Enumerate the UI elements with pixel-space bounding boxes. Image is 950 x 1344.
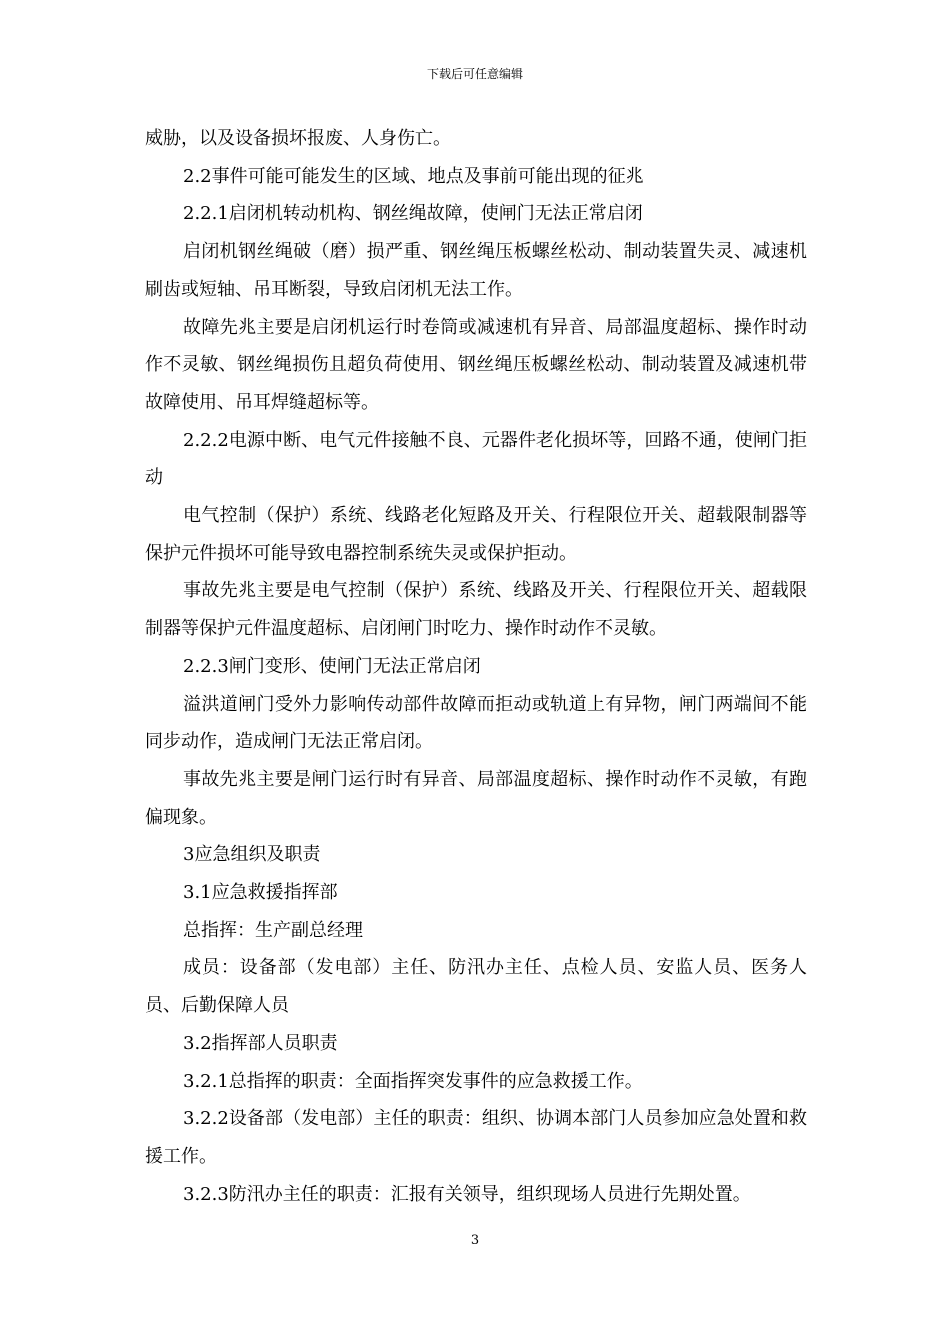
paragraph: 3.2.2设备部（发电部）主任的职责：组织、协调本部门人员参加应急处置和救援工作。 [145,1108,807,1167]
paragraph: 溢洪道闸门受外力影响传动部件故障而拒动或轨道上有异物，闸门两端间不能同步动作，造成闸门无法正常启闭。 [145,693,807,753]
paragraph: 故障先兆主要是启闭机运行时卷筒或减速机有异音、局部温度超标、操作时动作不灵敏、钢丝绳损伤且超负荷使用、钢丝绳压板螺丝松动、制动装置及减速机带故障使用、吊耳焊缝超标等。 [145,316,807,413]
paragraph: 3应急组织及职责 [183,844,321,866]
paragraph: 电气控制（保护）系统、线路老化短路及开关、行程限位开关、超载限制器等保护元件损坏可能导致电器控制系统失灵或保护拒动。 [145,505,807,564]
paragraph: 2.2.2电源中断、电气元件接触不良、元器件老化损坏等，回路不通，使闸门拒动 [145,429,807,489]
paragraph: 启闭机钢丝绳破（磨）损严重、钢丝绳压板螺丝松动、制动装置失灵、减速机刷齿或短轴、吊耳断裂，导致启闭机无法工作。 [145,241,807,300]
paragraph: 成员：设备部（发电部）主任、防汛办主任、点检人员、安监人员、医务人员、后勤保障人员 [145,957,807,1017]
page-header: 下载后可任意编辑 [426,67,523,81]
paragraph: 3.2.1总指挥的职责：全面指挥突发事件的应急救援工作。 [183,1070,643,1092]
paragraph: 3.2.3防汛办主任的职责：汇报有关领导，组织现场人员进行先期处置。 [183,1183,751,1205]
paragraph: 总指挥：生产副总经理 [183,919,363,941]
paragraph: 事故先兆主要是电气控制（保护）系统、线路及开关、行程限位开关、超载限制器等保护元件温度超标、启闭闸门时吃力、操作时动作不灵敏。 [145,580,807,640]
paragraph: 3.2指挥部人员职责 [183,1032,338,1054]
paragraph: 威胁，以及设备损坏报废、人身伤亡。 [145,128,451,149]
paragraph: 2.2事件可能可能发生的区域、地点及事前可能出现的征兆 [183,165,644,187]
paragraph: 2.2.1启闭机转动机构、钢丝绳故障，使闸门无法正常启闭 [183,203,643,225]
paragraph: 2.2.3闸门变形、使闸门无法正常启闭 [183,655,481,677]
page-number: 3 [470,1233,480,1248]
paragraph: 事故先兆主要是闸门运行时有异音、局部温度超标、操作时动作不灵敏，有跑偏现象。 [145,768,807,828]
document-body [145,120,807,1213]
paragraph: 3.1应急救援指挥部 [183,882,338,904]
